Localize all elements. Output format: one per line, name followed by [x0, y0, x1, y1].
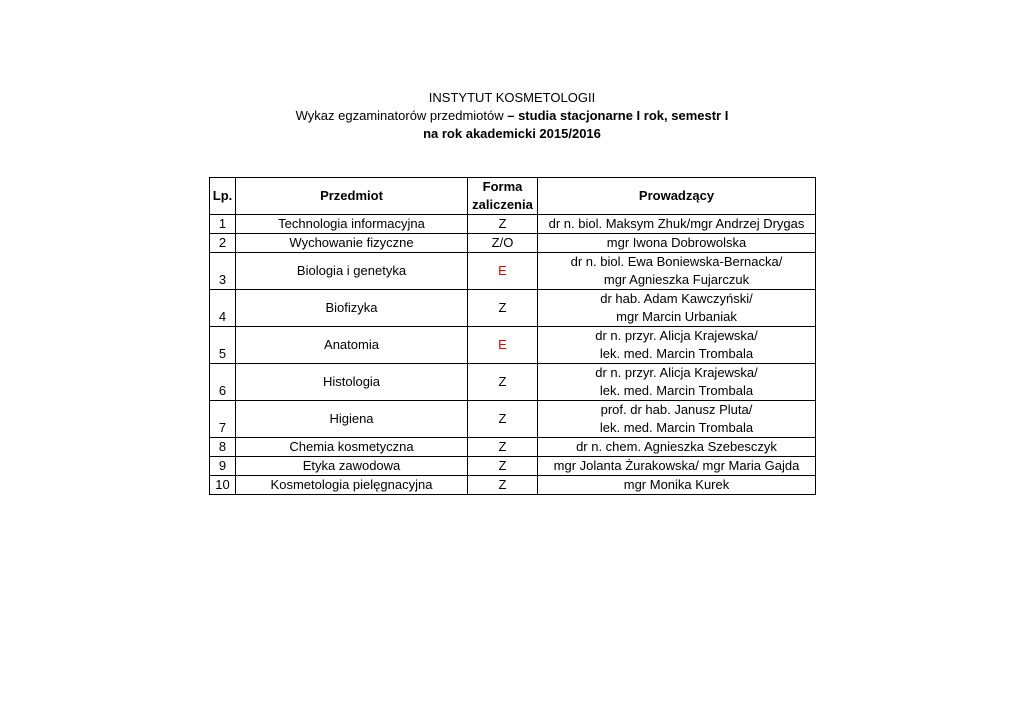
cell-przedmiot: Biofizyka: [236, 290, 468, 327]
cell-prowadzacy: [538, 253, 816, 290]
header-prowadzacy: Prowadzący: [538, 178, 816, 215]
cell-lp: 4: [210, 290, 236, 327]
cell-przedmiot: Technologia informacyjna: [236, 215, 468, 234]
prowadzacy-line2: lek. med. Marcin Trombala: [599, 383, 754, 398]
academic-year: na rok akademicki 2015/2016: [423, 126, 601, 141]
cell-prowadzacy: [538, 438, 816, 457]
cell-przedmiot: Higiena: [236, 401, 468, 438]
cell-forma: E: [468, 327, 538, 364]
cell-prowadzacy: [538, 290, 816, 327]
table-row: [210, 364, 816, 401]
prowadzacy-line1: dr n. chem. Agnieszka Szebesczyk: [576, 439, 777, 454]
cell-przedmiot: Etyka zawodowa: [236, 457, 468, 476]
table-header-row: [210, 178, 816, 215]
table-row: [210, 476, 816, 495]
table-row: [210, 438, 816, 457]
table-body: [210, 215, 816, 495]
cell-forma: Z: [468, 476, 538, 495]
cell-forma: E: [468, 253, 538, 290]
cell-prowadzacy: [538, 364, 816, 401]
cell-forma: Z: [468, 438, 538, 457]
table-row: [210, 290, 816, 327]
cell-forma: Z: [468, 401, 538, 438]
prowadzacy-line1: dr n. przyr. Alicja Krajewska/: [595, 365, 758, 380]
cell-lp: 2: [210, 234, 236, 253]
examiners-table: [209, 177, 816, 495]
prowadzacy-line2: mgr Marcin Urbaniak: [616, 309, 737, 324]
cell-lp: 3: [210, 253, 236, 290]
header-lp: Lp.: [210, 178, 236, 215]
cell-forma: Z/O: [468, 234, 538, 253]
document-header: [0, 89, 1024, 143]
prowadzacy-line1: dr hab. Adam Kawczyński/: [600, 291, 753, 306]
prowadzacy-line2: lek. med. Marcin Trombala: [599, 420, 754, 435]
prowadzacy-line1: dr n. biol. Ewa Boniewska-Bernacka/: [570, 254, 783, 269]
prowadzacy-line1: dr n. przyr. Alicja Krajewska/: [595, 328, 758, 343]
header-przedmiot: Przedmiot: [236, 178, 468, 215]
cell-lp: 1: [210, 215, 236, 234]
document-subtitle: [0, 107, 1024, 125]
cell-prowadzacy: [538, 401, 816, 438]
table-row: [210, 234, 816, 253]
cell-prowadzacy: [538, 457, 816, 476]
table-row: [210, 253, 816, 290]
institute-title: INSTYTUT KOSMETOLOGII: [428, 90, 596, 105]
cell-prowadzacy: [538, 234, 816, 253]
cell-przedmiot: Anatomia: [236, 327, 468, 364]
cell-przedmiot: Histologia: [236, 364, 468, 401]
subtitle-bold: – studia stacjonarne I rok, semestr I: [507, 108, 729, 123]
prowadzacy-line1: dr n. biol. Maksym Zhuk/mgr Andrzej Drygas: [548, 216, 805, 231]
table-row: [210, 457, 816, 476]
cell-forma: Z: [468, 457, 538, 476]
cell-forma: Z: [468, 364, 538, 401]
header-forma-line1: Forma: [482, 179, 523, 194]
prowadzacy-line2: lek. med. Marcin Trombala: [599, 346, 754, 361]
subtitle-regular: Wykaz egzaminatorów przedmiotów: [295, 108, 508, 123]
cell-lp: 8: [210, 438, 236, 457]
cell-prowadzacy: [538, 327, 816, 364]
table-row: [210, 215, 816, 234]
cell-przedmiot: Biologia i genetyka: [236, 253, 468, 290]
table-row: [210, 327, 816, 364]
prowadzacy-line1: prof. dr hab. Janusz Pluta/: [600, 402, 753, 417]
header-forma: [468, 178, 538, 215]
cell-forma: Z: [468, 290, 538, 327]
cell-prowadzacy: [538, 476, 816, 495]
prowadzacy-line1: mgr Jolanta Żurakowska/ mgr Maria Gajda: [553, 458, 800, 473]
cell-przedmiot: Wychowanie fizyczne: [236, 234, 468, 253]
prowadzacy-line1: mgr Monika Kurek: [623, 477, 730, 492]
cell-prowadzacy: [538, 215, 816, 234]
cell-lp: 10: [210, 476, 236, 495]
cell-lp: 6: [210, 364, 236, 401]
cell-lp: 7: [210, 401, 236, 438]
cell-forma: Z: [468, 215, 538, 234]
cell-przedmiot: Chemia kosmetyczna: [236, 438, 468, 457]
header-forma-line2: zaliczenia: [472, 197, 533, 212]
table-row: [210, 401, 816, 438]
prowadzacy-line2: mgr Agnieszka Fujarczuk: [603, 272, 750, 287]
cell-lp: 5: [210, 327, 236, 364]
prowadzacy-line1: mgr Iwona Dobrowolska: [606, 235, 747, 250]
cell-lp: 9: [210, 457, 236, 476]
cell-przedmiot: Kosmetologia pielęgnacyjna: [236, 476, 468, 495]
